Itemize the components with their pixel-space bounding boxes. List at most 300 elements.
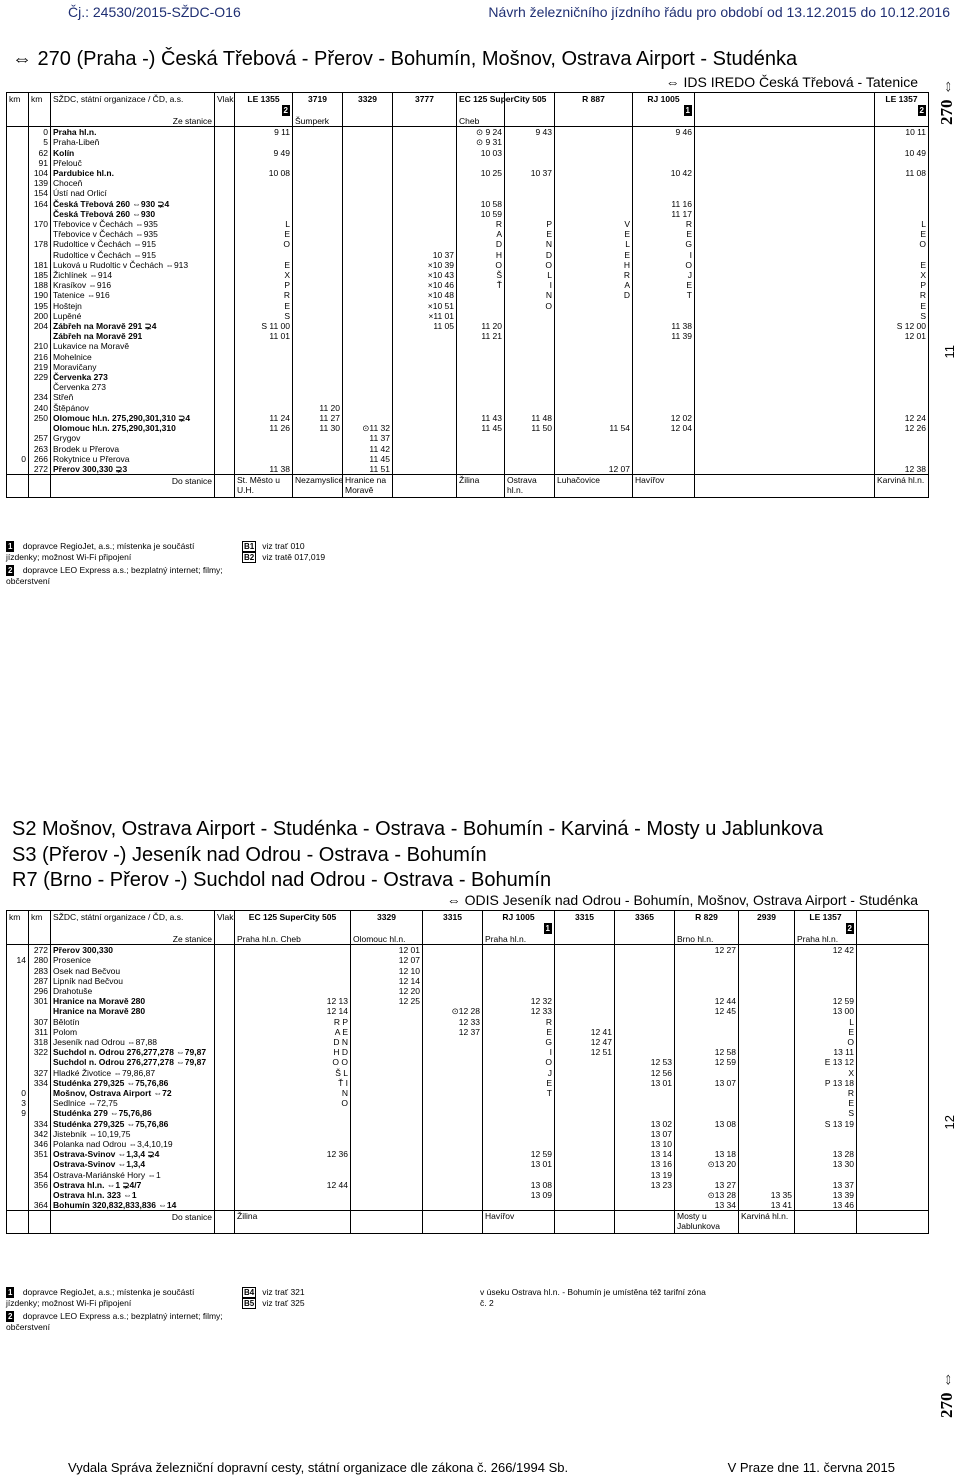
timetable-row	[7, 1068, 929, 1078]
departure-time	[857, 1159, 929, 1169]
departure-time	[351, 1159, 423, 1169]
km-secondary	[7, 362, 29, 372]
departure-time	[739, 1027, 795, 1037]
departure-time: 13 18	[675, 1149, 739, 1159]
departure-time	[293, 392, 343, 402]
departure-time	[695, 250, 875, 260]
departure-time	[795, 986, 857, 996]
timetable-row	[7, 137, 929, 147]
departure-time	[857, 1119, 929, 1129]
train-mark	[633, 105, 695, 116]
departure-time	[343, 392, 393, 402]
departure-time	[857, 1088, 929, 1098]
departure-time	[795, 976, 857, 986]
train-mark	[483, 923, 555, 934]
info-cell	[215, 382, 235, 392]
departure-time	[695, 311, 875, 321]
origin-station	[695, 116, 875, 127]
operator-mark: 2	[847, 924, 852, 933]
timetable-row	[7, 1190, 929, 1200]
departure-time	[633, 301, 695, 311]
departure-time	[875, 137, 929, 147]
station-name: Rokytnice u Přerova	[51, 454, 215, 464]
station-name: Lipník nad Bečvou	[51, 976, 215, 986]
km-secondary: 0	[7, 454, 29, 464]
departure-time	[343, 290, 393, 300]
info-cell	[215, 209, 235, 219]
km-value: 190	[29, 290, 51, 300]
departure-time	[393, 413, 457, 423]
departure-time	[483, 1139, 555, 1149]
train-mark	[857, 923, 929, 934]
departure-time: E	[235, 229, 293, 239]
km-value: 170	[29, 219, 51, 229]
departure-time	[695, 199, 875, 209]
departure-time	[555, 362, 633, 372]
departure-time	[457, 362, 505, 372]
departure-time	[505, 137, 555, 147]
info-cell	[215, 464, 235, 475]
km-secondary	[7, 966, 29, 976]
km-cell	[7, 934, 29, 945]
departure-time	[875, 403, 929, 413]
departure-time	[695, 290, 875, 300]
info-cell	[215, 1068, 235, 1078]
departure-time	[857, 986, 929, 996]
train-mark	[343, 105, 393, 116]
departure-time	[695, 321, 875, 331]
timetable-row	[7, 1078, 929, 1088]
route-note-text: viz trať 321	[262, 1287, 305, 1297]
info-cell	[215, 301, 235, 311]
info-cell	[215, 372, 235, 382]
departure-time	[457, 188, 505, 198]
km-value	[29, 1098, 51, 1108]
km-value: 296	[29, 986, 51, 996]
departure-time	[393, 199, 457, 209]
departure-time	[235, 1190, 351, 1200]
info-cell	[215, 178, 235, 188]
departure-time	[739, 1078, 795, 1088]
departure-time	[505, 352, 555, 362]
km-value	[29, 382, 51, 392]
km-value: 185	[29, 270, 51, 280]
station-name: Studénka 279,325 ⇔75,76,86	[51, 1078, 215, 1088]
departure-time: 12 07	[351, 955, 423, 965]
departure-time	[695, 137, 875, 147]
departure-time	[393, 341, 457, 351]
info-cell	[215, 1108, 235, 1118]
departure-time	[423, 1190, 483, 1200]
departure-time: L	[235, 219, 293, 229]
timetable-row	[7, 168, 929, 178]
departure-time: S	[235, 311, 293, 321]
departure-time: P	[235, 280, 293, 290]
km-cell	[29, 105, 51, 116]
departure-time: J	[483, 1068, 555, 1078]
departure-time: L	[505, 270, 555, 280]
station-name: Česká Třebová 260 ⇔930	[51, 209, 215, 219]
timetable-row	[7, 996, 929, 1006]
departure-time	[555, 986, 615, 996]
train-number	[695, 93, 875, 106]
departure-time	[235, 955, 351, 965]
timetable-row	[7, 250, 929, 260]
departure-time	[857, 1149, 929, 1159]
departure-time	[423, 1037, 483, 1047]
departure-time	[235, 372, 293, 382]
departure-time	[555, 1006, 615, 1016]
departure-time	[739, 1006, 795, 1016]
route-note-mark: B5	[244, 1299, 255, 1308]
info-cell	[215, 321, 235, 331]
timetable-row	[7, 158, 929, 168]
departure-time	[457, 158, 505, 168]
departure-time	[343, 188, 393, 198]
departure-time	[695, 464, 875, 475]
station-name: Bohumín 320,832,833,836 ⇔14	[51, 1200, 215, 1211]
departure-time	[393, 219, 457, 229]
train-mark	[675, 923, 739, 934]
departure-time: E	[875, 260, 929, 270]
departure-time	[857, 966, 929, 976]
km-value	[29, 1057, 51, 1067]
departure-time	[351, 1180, 423, 1190]
departure-time: H	[555, 260, 633, 270]
departure-time	[615, 966, 675, 976]
departure-time: 13 35	[739, 1190, 795, 1200]
departure-time	[293, 311, 343, 321]
info-cell	[215, 433, 235, 443]
departure-time	[615, 1200, 675, 1211]
departure-time: S 11 00	[235, 321, 293, 331]
departure-time	[505, 199, 555, 209]
departure-time: 11 20	[457, 321, 505, 331]
departure-time: L	[555, 239, 633, 249]
departure-time	[695, 301, 875, 311]
departure-time: J	[633, 270, 695, 280]
departure-time	[457, 464, 505, 475]
origin-station	[555, 116, 633, 127]
departure-time: O	[633, 260, 695, 270]
timetable-row	[7, 945, 929, 956]
origin-station	[739, 934, 795, 945]
departure-time	[633, 188, 695, 198]
departure-time	[293, 209, 343, 219]
operator-mark: 2	[919, 106, 924, 115]
departure-time	[423, 1078, 483, 1088]
km-value: 263	[29, 444, 51, 454]
departure-time	[483, 966, 555, 976]
departure-time: 11 45	[457, 423, 505, 433]
departure-time: S	[795, 1108, 857, 1118]
departure-time	[343, 137, 393, 147]
info-cell	[215, 1017, 235, 1027]
departure-time: 12 04	[633, 423, 695, 433]
departure-time	[695, 188, 875, 198]
departure-time	[555, 199, 633, 209]
km-secondary	[7, 199, 29, 209]
km-value: 318	[29, 1037, 51, 1047]
km-secondary	[7, 996, 29, 1006]
km-secondary	[7, 188, 29, 198]
departure-time: D	[505, 250, 555, 260]
info-cell	[215, 250, 235, 260]
departure-time: 11 37	[343, 433, 393, 443]
departure-time	[351, 1057, 423, 1067]
timetable-row	[7, 413, 929, 423]
station-name: Mohelnice	[51, 352, 215, 362]
section2-title-r7: R7 (Brno - Přerov -) Suchdol nad Odrou - Ostrava - Bohumín	[12, 869, 552, 891]
info-cell	[215, 158, 235, 168]
km-cell	[29, 923, 51, 934]
km-value: 229	[29, 372, 51, 382]
departure-time	[555, 976, 615, 986]
departure-time	[235, 1119, 351, 1129]
route-note-mark: B2	[244, 553, 255, 562]
departure-time: E	[795, 1098, 857, 1108]
departure-time	[483, 955, 555, 965]
timetable-row	[7, 127, 929, 138]
departure-time	[293, 178, 343, 188]
station-name: Krasíkov ⇔916	[51, 280, 215, 290]
departure-time	[555, 1200, 615, 1211]
timetable-row	[7, 1057, 929, 1067]
destination-station: Mosty u Jablunkova	[675, 1211, 739, 1234]
departure-time: 13 08	[675, 1119, 739, 1129]
departure-time	[739, 1057, 795, 1067]
departure-time	[505, 454, 555, 464]
station-name: Štěpánov	[51, 403, 215, 413]
departure-time: 13 14	[615, 1149, 675, 1159]
info-cell	[215, 996, 235, 1006]
departure-time: 13 07	[675, 1078, 739, 1088]
timetable-row	[7, 955, 929, 965]
departure-time	[795, 1139, 857, 1149]
station-name: Luková u Rudoltic v Čechách ⇔913	[51, 260, 215, 270]
departure-time: A	[555, 280, 633, 290]
departure-time	[695, 352, 875, 362]
station-name: Ostrava-Svinov ⇔1,3,4	[51, 1159, 215, 1169]
departure-time	[555, 966, 615, 976]
departure-time: X	[795, 1068, 857, 1078]
station-name: Ostrava hl.n. ⇔1 ⊋4/7	[51, 1180, 215, 1190]
departure-time	[393, 423, 457, 433]
km-value: 200	[29, 311, 51, 321]
departure-time	[505, 372, 555, 382]
route-note-text: viz tratě 017,019	[262, 552, 326, 562]
km-secondary	[7, 1037, 29, 1047]
km-cell	[7, 116, 29, 127]
departure-time	[739, 1068, 795, 1078]
departure-time: I	[483, 1047, 555, 1057]
departure-time	[293, 290, 343, 300]
departure-time	[633, 311, 695, 321]
info-cell	[215, 444, 235, 454]
km-value: 91	[29, 158, 51, 168]
timetable-row	[7, 454, 929, 464]
departure-time: P	[875, 280, 929, 290]
departure-time	[505, 392, 555, 402]
departure-time	[393, 178, 457, 188]
departure-time: R	[483, 1017, 555, 1027]
departure-time: O	[795, 1037, 857, 1047]
timetable-row	[7, 301, 929, 311]
departure-time	[739, 976, 795, 986]
departure-time: 12 02	[633, 413, 695, 423]
departure-time	[505, 178, 555, 188]
departure-time: 12 37	[423, 1027, 483, 1037]
departure-time	[393, 433, 457, 443]
departure-time	[457, 392, 505, 402]
departure-time: 13 01	[483, 1159, 555, 1169]
do-stanice-label: Do stanice	[51, 475, 215, 498]
origin-station: Cheb	[457, 116, 505, 127]
km-value: 139	[29, 178, 51, 188]
station-name: Studénka 279,325 ⇔75,76,86	[51, 1119, 215, 1129]
km-secondary	[7, 372, 29, 382]
timetable-row	[7, 290, 929, 300]
departure-time: R	[457, 219, 505, 229]
destination-station: Žilina	[457, 475, 505, 498]
departure-time: 12 13	[235, 996, 351, 1006]
info-cell	[215, 966, 235, 976]
departure-time: 10 59	[457, 209, 505, 219]
departure-time	[739, 1180, 795, 1190]
station-name: Rudoltice v Čechách ⇔915	[51, 239, 215, 249]
info-cell	[215, 1190, 235, 1200]
section1-page-mark: 11	[942, 345, 957, 359]
origin-station	[555, 934, 615, 945]
origin-station	[235, 116, 293, 127]
km-value: 356	[29, 1180, 51, 1190]
zone-note: v úseku Ostrava hl.n. - Bohumín je umístěna též tarifní zóna č. 2	[480, 1287, 706, 1308]
train-mark	[351, 923, 423, 934]
departure-time: 11 05	[393, 321, 457, 331]
departure-time	[857, 1006, 929, 1016]
section1-side-label: 270 ⇔	[937, 78, 956, 126]
departure-time	[351, 1006, 423, 1016]
departure-time	[505, 188, 555, 198]
train-mark	[739, 923, 795, 934]
departure-time	[675, 1068, 739, 1078]
train-number: LE 1355	[235, 93, 293, 106]
departure-time: Š L	[235, 1068, 351, 1078]
km-secondary	[7, 382, 29, 392]
departure-time: 11 50	[505, 423, 555, 433]
km-secondary	[7, 127, 29, 138]
departure-time	[343, 321, 393, 331]
departure-time	[343, 178, 393, 188]
info-cell	[215, 362, 235, 372]
route-note-mark: B4	[244, 1288, 255, 1297]
station-name: Třebovice v Čechách ⇔935	[51, 219, 215, 229]
departure-time	[739, 1129, 795, 1139]
departure-time	[675, 966, 739, 976]
departure-time	[555, 137, 633, 147]
departure-time	[457, 301, 505, 311]
departure-time: 11 21	[457, 331, 505, 341]
departure-time	[739, 986, 795, 996]
departure-time	[695, 280, 875, 290]
km-value: 204	[29, 321, 51, 331]
departure-time	[633, 464, 695, 475]
timetable-row	[7, 352, 929, 362]
timetable-row	[7, 433, 929, 443]
departure-time	[695, 341, 875, 351]
km-secondary	[7, 1027, 29, 1037]
departure-time	[343, 158, 393, 168]
departure-time	[423, 1057, 483, 1067]
timetable-row	[7, 382, 929, 392]
info-cell	[215, 1129, 235, 1139]
departure-time: I	[505, 280, 555, 290]
departure-time	[343, 413, 393, 423]
station-name: Mošnov, Ostrava Airport ⇔72	[51, 1088, 215, 1098]
departure-time	[695, 331, 875, 341]
departure-time	[293, 321, 343, 331]
info-cell	[215, 229, 235, 239]
station-name: Choceň	[51, 178, 215, 188]
section2-page-mark: 12	[942, 1115, 957, 1130]
departure-time	[293, 280, 343, 290]
departure-time	[505, 311, 555, 321]
departure-time	[615, 1108, 675, 1118]
train-mark	[615, 923, 675, 934]
departure-time: 13 08	[483, 1180, 555, 1190]
departure-time	[423, 976, 483, 986]
origin-station	[875, 116, 929, 127]
departure-time	[555, 454, 633, 464]
departure-time	[483, 1170, 555, 1180]
station-name: Suchdol n. Odrou 276,277,278 ⇔79,87	[51, 1057, 215, 1067]
departure-time: 11 17	[633, 209, 695, 219]
departure-time	[351, 1119, 423, 1129]
km-header: km	[7, 93, 29, 106]
km-secondary	[7, 1170, 29, 1180]
departure-time	[483, 1200, 555, 1211]
departure-time	[483, 1119, 555, 1129]
departure-time	[857, 1017, 929, 1027]
train-number: EC 125 SuperCity 505	[457, 93, 505, 106]
train-number: RJ 1005	[633, 93, 695, 106]
departure-time	[675, 1017, 739, 1027]
departure-time	[795, 966, 857, 976]
departure-time	[695, 454, 875, 464]
km-secondary	[7, 1078, 29, 1088]
station-name: Ostrava-Svinov ⇔1,3,4 ⊋4	[51, 1149, 215, 1159]
departure-time	[555, 168, 633, 178]
departure-time	[857, 955, 929, 965]
departure-time	[505, 148, 555, 158]
departure-time	[555, 444, 633, 454]
origin-station: Praha hl.n.	[795, 934, 857, 945]
departure-time: E	[875, 229, 929, 239]
destination-station: Karviná hl.n.	[739, 1211, 795, 1234]
departure-time	[857, 945, 929, 956]
departure-time	[235, 945, 351, 956]
footnote	[6, 541, 226, 563]
departure-time	[343, 362, 393, 372]
origin-station	[857, 934, 929, 945]
departure-time	[739, 1047, 795, 1057]
km-value: 154	[29, 188, 51, 198]
departure-time: 10 03	[457, 148, 505, 158]
departure-time	[235, 433, 293, 443]
departure-time	[235, 1108, 351, 1118]
departure-time	[505, 341, 555, 351]
station-name: Ostrava hl.n. 323 ⇔1	[51, 1190, 215, 1200]
